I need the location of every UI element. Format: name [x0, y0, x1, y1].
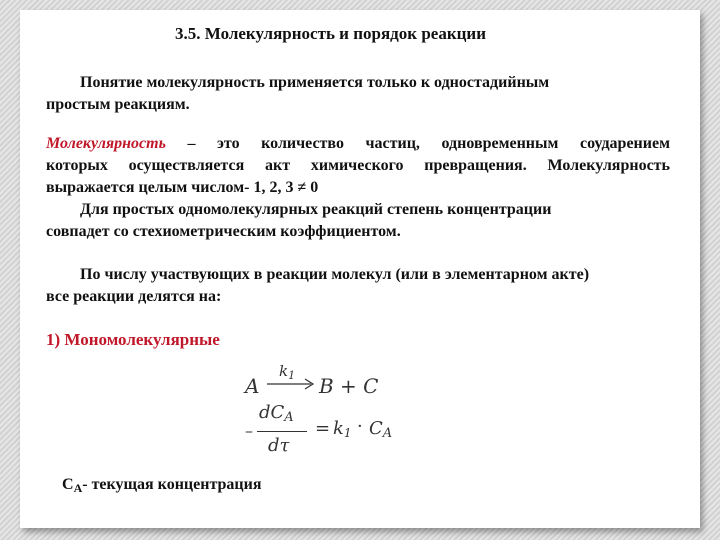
intro-line-2: простым реакциям.	[46, 96, 190, 113]
definition-term: Молекулярность	[46, 135, 166, 152]
division-paragraph	[46, 264, 670, 308]
definition-line-2: которых осуществляется акт химического превращения. Молекулярность	[46, 157, 670, 174]
reaction-arrow-icon	[265, 376, 317, 392]
slide	[20, 10, 700, 528]
rate-equation: – $dC_A$ dτ = $k_1$ · $C_A$	[245, 402, 393, 456]
division-line-2: все реакции делятся на:	[46, 288, 222, 305]
definition-line-4: Для простых одномолекулярных реакций степень концентрации	[80, 201, 552, 218]
concentration: $C_A$	[369, 418, 393, 441]
equation-rhs: B + C	[319, 374, 379, 398]
fraction-bar	[257, 431, 307, 432]
fraction-denominator: dτ	[268, 435, 290, 456]
definition-line-1	[46, 133, 670, 155]
definition-line-1-rest: – это количество частиц, одновременным соударением	[165, 135, 670, 152]
rate-constant-label: $k_1$	[279, 362, 296, 382]
definition-paragraph	[46, 133, 670, 243]
page-title: 3.5. Молекулярность и порядок реакции	[175, 24, 486, 43]
reaction-equation	[245, 364, 405, 398]
definition-line-3: выражается целым числом- 1, 2, 3 ≠ 0	[46, 179, 319, 196]
division-line-1: По числу участвующих в реакции молекул (или в элементарном акте)	[80, 266, 590, 283]
concentration-note: $C_A-$ текущая концентрация	[62, 476, 262, 495]
intro-line-1: Понятие молекулярность применяется только к одностадийным	[80, 74, 550, 91]
section-heading: 1) Мономолекулярные	[46, 330, 220, 349]
equation-lhs: A	[245, 374, 260, 398]
definition-line-5: совпадет со стехиометрическим коэффициентом.	[46, 223, 401, 240]
fraction-numerator: $dC_A$	[259, 402, 294, 425]
rate-constant: $k_1$	[333, 418, 352, 440]
intro-paragraph	[46, 72, 670, 116]
